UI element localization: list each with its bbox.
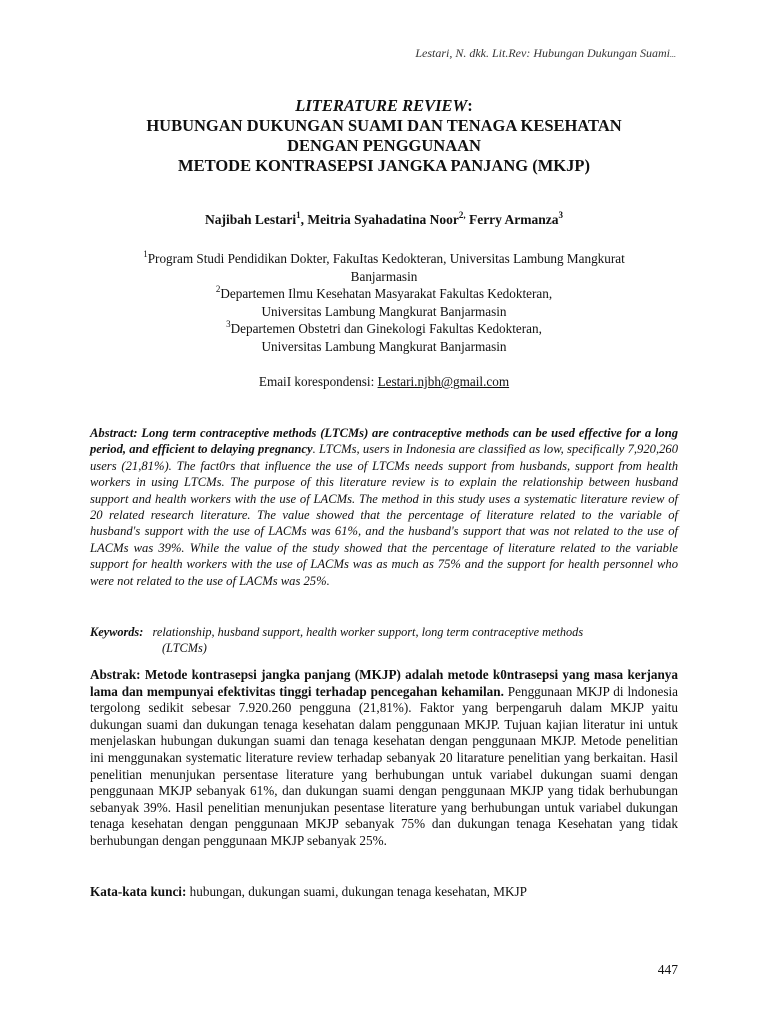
email-label: EmaiI korespondensi: — [258, 374, 378, 389]
running-header-ellipsis: ... — [670, 50, 676, 59]
abstract-indonesian — [90, 667, 678, 850]
page-number: 447 — [657, 962, 678, 977]
abstract-english-body: LTCMs, users in Indonesia are classified as low, specifically 7,920,260 users (21,81%). The fact0rs that influence the use of LTCMs needs support from husbands, support from health workers in using LTCMs. The purpose of this literature review is to explain the relationship between husband support and health workers with the use of LACMs. The method in this study uses a systematic literature review of 20 related research literature. The value showed that the percentage of literature related to the variable of husband's support with the use of LACMs was 61%, and the husband's support that was not related to the use of LACMs was 39%. While the value of the study showed that the percentage of literature related to the variable support for health workers with the use of LACMs was as much as 75% and the support for health personnel who were not related to the use of LACMs was 25%. — [90, 442, 678, 588]
affiliation-3-line-2: Universitas Lambung Mangkurat Banjarmasin — [261, 338, 507, 354]
abstract-english-lead-end: . — [312, 442, 316, 457]
title-colon: : — [467, 96, 473, 115]
affiliation-1-line-1 — [90, 250, 678, 268]
affiliation-2-line-1 — [90, 285, 678, 303]
affiliation-text: Departemen Obstetri dan Ginekologi Fakultas Kedokteran, — [230, 321, 542, 336]
abstract-indonesian-lead-end: . — [500, 683, 504, 699]
keywords-line-1 — [90, 624, 678, 640]
author-sep: , — [300, 212, 308, 227]
keywords — [90, 624, 678, 656]
title-line-2: DENGAN PENGGUNAAN — [287, 136, 481, 155]
affiliation-sup: 2 — [215, 283, 221, 294]
abstract-indonesian-body: Penggunaan MKJP di lndonesia tergolong sedikit sebesar 7.920.260 pengguna (21,81%). Faktor yang berpengaruh dalam MKJP yaitu dukungan suami dan dukungan tenaga kesehatan dalam penggunaan MKJP. Tujuan kajian literatur ini untuk menjelaskan hubungan dukungan suami dan tenaga kesehatan dengan penggunaan MKJP. Metode penelitian ini menggunakan systematic literature review terhadap sebanyak 20 litarature penelitian yang berkaitan. Hasil penelitian menunjukan persentase literature yang berhubungan untuk variabel dukungan suami dengan penggunaan MKJP sebanyak 61%, dan dukungan suami dengan penggunaan MKJP yang tidak berhubungan sebanyak 39%. Hasil penelitian menunjukan pesentase literature yang berhubungan untuk variabel dukungan tenaga kesehatan dengan penggunaan MKJP sebanyak 75% dan dukungan tenaga Kesehatan yang tidak berhubungan dengan penggunaan MKJP sebanyak 25%. — [90, 683, 678, 848]
keywords-text: relationship, husband support, health worker support, long term contraceptive methods — [152, 625, 584, 639]
correspondence-email — [90, 374, 678, 390]
keywords-label: Keywords: — [90, 625, 144, 639]
abstract-english-lead: Abstract: Long term contraceptive methods (LTCMs) are contraceptive methods can be used effective for a long period, and efficient to delaying pregnancy — [90, 426, 678, 457]
title-label: LITERATURE REVIEW — [295, 96, 468, 115]
affiliation-text: Departemen Ilmu Kesehatan Masyarakat Fakultas Kedokteran, — [220, 286, 553, 301]
author-sup: 3 — [558, 209, 564, 220]
title-line-1: HUBUNGAN DUKUNGAN SUAMI DAN TENAGA KESEHATAN — [146, 116, 622, 135]
affiliation-text: Program Studi Pendidikan Dokter, FakuItas Kedokteran, Universitas Lambung Mangkurat — [147, 251, 625, 266]
author-list — [90, 209, 678, 228]
kata-kunci-label: Kata-kata kunci: — [90, 884, 187, 899]
abstract-indonesian-lead: Abstrak: Metode kontrasepsi jangka panjang (MKJP) adalah metode k0ntrasepsi yang masa kerjanya lama dan mempunyai efektivitas tinggi terhadap pencegahan kehamilan — [90, 667, 678, 699]
affiliation-1-line-2: Banjarmasin — [350, 268, 418, 284]
author-name: Ferry Armanza — [468, 212, 559, 227]
affiliation-sup: 1 — [143, 248, 148, 259]
author-name: Meitria Syahadatina Noor — [307, 212, 459, 227]
author-sup: 2, — [458, 209, 466, 220]
affiliation-3-line-1 — [90, 320, 678, 338]
affiliation-sup: 3 — [226, 318, 231, 329]
keywords-line-2: (LTCMs) — [162, 641, 207, 656]
abstract-english — [90, 425, 678, 589]
email-link[interactable]: Lestari.njbh@gmail.com — [377, 374, 510, 389]
kata-kunci — [90, 884, 678, 900]
affiliations — [90, 250, 678, 355]
title-line-3: METODE KONTRASEPSI JANGKA PANJANG (MKJP) — [178, 156, 590, 175]
author-name: Najibah Lestari — [204, 212, 297, 227]
affiliation-2-line-2: Universitas Lambung Mangkurat Banjarmasin — [261, 303, 507, 319]
kata-kunci-text: hubungan, dukungan suami, dukungan tenaga kesehatan, MKJP — [186, 884, 527, 899]
paper-title — [90, 96, 678, 176]
running-header-text: Lestari, N. dkk. Lit.Rev: Hubungan Dukungan Suami — [415, 46, 670, 60]
author-sup: 1 — [296, 209, 301, 220]
title-label-line — [90, 96, 678, 116]
running-header — [415, 46, 676, 61]
